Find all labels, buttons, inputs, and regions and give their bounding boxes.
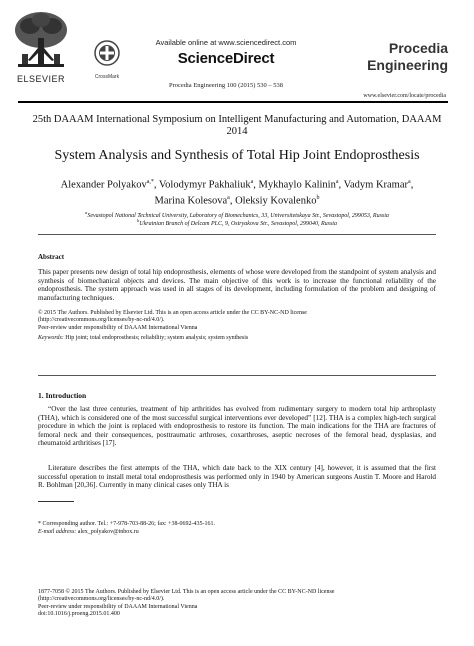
author-name: Alexander Polyakov bbox=[60, 179, 147, 191]
corresponding-author: * Corresponding author. Tel.: +7-978-703-88-26; fax: +38-0692-435-161. bbox=[38, 521, 216, 527]
keywords-label: Keywords: bbox=[38, 335, 64, 341]
email-address[interactable]: alex_polyakov@inbox.ru bbox=[76, 528, 139, 535]
issn-line: 1877-7058 © 2015 The Authors. Published by Elsevier Ltd. This is an open access article under the CC BY-NC-ND license bbox=[38, 589, 335, 595]
author-superscript: a bbox=[227, 194, 230, 201]
footnote bbox=[38, 521, 436, 536]
author-name: , Mykhaylo Kalinin bbox=[253, 179, 336, 191]
abstract-body: This paper presents new design of total hip endoprosthesis, elements of whose were developed from the standpoint of system analysis and synthesis of biomechanical objects and devices. The main objective of this work is to increase the functional reliability of the endoprosthesis. The system approach was used in all stages of its development, including formulation of the problem and designing of manufacturing techniques. bbox=[38, 268, 436, 302]
license-link[interactable]: (http://creativecommons.org/licenses/by-nc-nd/4.0/). bbox=[38, 596, 165, 603]
license-link[interactable]: (http://creativecommons.org/licenses/by-nc-nd/4.0/). bbox=[38, 317, 165, 324]
journal-reference: Procedia Engineering 100 (2015) 530 – 538 bbox=[168, 82, 284, 89]
article-title: System Analysis and Synthesis of Total Hip Joint Endoprosthesis bbox=[54, 148, 420, 163]
journal-brand-line1: Procedia bbox=[388, 40, 448, 56]
section-heading: 1. Introduction bbox=[38, 391, 87, 400]
abstract-top-divider bbox=[38, 234, 436, 235]
author-name: , Volodymyr Pakhaliuk bbox=[153, 179, 251, 191]
available-online: Available online at www.sciencedirect.com bbox=[155, 38, 297, 47]
body-paragraph: “Over the last three centuries, treatment of hip arthritides has evolved from rudimentary surgery to modern total hip arthroplasty (THA), which is considered one of the most successful surgical interventions ever developed” [12]. THA is a complex high-tech surgical procedure in which the joint is replaced with endoprosthesis to restore its function. The main indications for the THA are fractures of femoral neck and their consequences, posttraumatic arthroses, coxarthroses, aseptic necroses of the femoral head, dysplasias, and rheumatoid arthritises [17]. bbox=[38, 405, 436, 448]
journal-brand bbox=[348, 40, 448, 84]
crossmark-icon bbox=[94, 40, 120, 68]
affiliation-superscript: a bbox=[85, 210, 88, 215]
author-name: , Oleksiy Kovalenko bbox=[229, 195, 317, 206]
crossmark-badge[interactable] bbox=[92, 40, 122, 80]
author-name: , Vadym Kramar bbox=[338, 179, 409, 191]
affiliation-text: Sevastopol National Technical University, Laboratory of Biomechanics, 33, Universitetskaya Str., Sevastopol, 299053, Russia bbox=[87, 213, 389, 219]
conference-name: 25th DAAAM International Symposium on Intelligent Manufacturing and Automation, DAAAM 2014 bbox=[32, 114, 442, 137]
keywords bbox=[38, 335, 436, 342]
elsevier-wordmark: ELSEVIER bbox=[16, 74, 66, 84]
crossmark-label: CrossMark bbox=[94, 74, 120, 80]
author-name: Marina Kolesova bbox=[154, 195, 228, 206]
header-divider bbox=[18, 101, 448, 103]
abstract-bottom-divider bbox=[38, 375, 436, 376]
keywords-list: Hip joint; total endoprosthesis; reliability; system analysis; system synthesis bbox=[63, 335, 249, 341]
elsevier-logo bbox=[10, 8, 72, 86]
author-superscript: b bbox=[316, 194, 320, 201]
peer-review-line: Peer-review under responsibility of DAAAM International Vienna bbox=[38, 324, 198, 331]
journal-brand-line2: Engineering bbox=[367, 57, 448, 73]
sciencedirect-brand: ScienceDirect bbox=[177, 50, 275, 67]
email-line bbox=[38, 529, 436, 537]
abstract-copyright bbox=[38, 310, 436, 332]
doi-link[interactable]: doi:10.1016/j.proeng.2015.01.400 bbox=[38, 610, 120, 617]
author-superscript: a bbox=[250, 179, 254, 185]
author-separator: , bbox=[410, 179, 414, 191]
affiliation-superscript: b bbox=[137, 218, 140, 223]
copyright-line: © 2015 The Authors. Published by Elsevier Ltd. This is an open access article under the CC BY-NC-ND license bbox=[38, 310, 307, 316]
bottom-matter bbox=[38, 589, 436, 618]
body-paragraph: Literature describes the first attempts of the THA, which date back to the XIX century [4], however, it is assumed that the first successful operation to install metal total endoprosthesis was performed only in 1940 by American surgeons Austin T. Moore and Harold R. Bohlman [20,36]. Currently in many clinical cases only THA is bbox=[38, 464, 436, 490]
author-superscript: a bbox=[335, 179, 339, 185]
author-superscript: a,* bbox=[146, 179, 154, 185]
peer-review-line: Peer-review under responsibility of DAAAM International Vienna bbox=[38, 603, 198, 610]
journal-url-link[interactable]: www.elsevier.com/locate/procedia bbox=[363, 93, 446, 99]
abstract-heading: Abstract bbox=[38, 253, 65, 261]
email-label: E-mail address: bbox=[38, 528, 77, 535]
author-list bbox=[38, 176, 436, 207]
affiliation-text: Ukrainian Branch of Delcam PLC, 9, Ostryakova Str., Sevastopol, 299040, Russia bbox=[139, 221, 337, 227]
affiliation-b bbox=[38, 217, 436, 228]
footnote-divider bbox=[38, 501, 74, 502]
author-superscript: a bbox=[408, 179, 411, 185]
